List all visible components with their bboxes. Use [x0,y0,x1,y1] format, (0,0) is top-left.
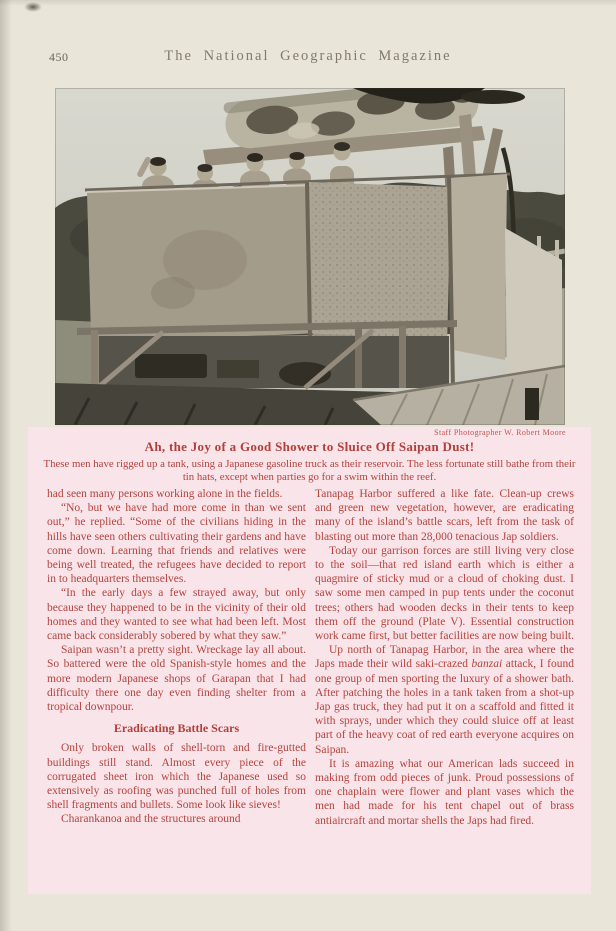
scan-smudge [24,2,42,12]
scan-edge-shadow-top [0,0,616,6]
scan-edge-shadow [0,0,12,931]
shower-photograph [55,88,565,425]
paragraph: It is amazing what our American lads succeed in making from odd pieces of junk. Proud possessions of one chaplain were flower and plant vases which the men had made for his tent chapel out of brass antiaircraft and mortar shells the Japs had fired. [315,757,574,827]
italic-term: banzai [471,658,503,671]
page-number: 450 [49,50,69,64]
article-panel [28,427,591,894]
caption-body: These men have rigged up a tank, using a Japanese gasoline truck as their reservoir. The less fortunate still bathe from their tin hats, except when parties go for a swim within the reef. [43,458,576,483]
paragraph-text: Up north of Tanapag Harbor, in the area where the Japs made their wild saki-crazed [315,644,574,671]
paragraph: Only broken walls of shell-torn and fire-gutted buildings still stand. Almost every piece of the corrugated sheet iron which the Japanese used so extensively as roofing was punched full of holes from shell fragments and bullets. Some look like sieves! [47,742,306,812]
paragraph-text: attack, I found one group of men sporting the luxury of a shower bath. After patching the holes in a tank taken from a shot-up Jap gas truck, they had put it on a scaffold and fitted it with sprays, under which they could sluice off at least part of the heavy coat of red earth everyone acquires on Saipan. [315,658,574,756]
paragraph: Today our garrison forces are still living very close to the soil—that red island earth which is either a quagmire of sticky mud or a cloud of choking dust. I saw some men camped in pup tents under the coconut trees; others had wooden decks in their tents to keep them off the ground (Plate V). Essential construction work came first, but better facilities are now being built. [315,544,574,643]
column-left [47,487,306,828]
caption-title: Ah, the Joy of a Good Shower to Sluice Off Saipan Dust! [144,439,475,454]
photo-illustration [55,88,565,425]
paragraph: “No, but we have had more come in than we sent out,” he replied. “Some of the civilians hiding in the hills have seen others cultivating their gardens and have come down. Learning that friends and relatives were being well treated, the refugees have decided to report in to headquarters themselves. [47,502,306,586]
paragraph: “In the early days a few strayed away, but only because they happened to be in the vicinity of their old homes and they wanted to see what had been left. Most came back considerably sobered by what they saw.” [47,587,306,643]
paragraph: Saipan wasn’t a pretty sight. Wreckage lay all about. So battered were the old Spanish-style homes and the more modern Japanese shops of Garapan that I had difficulty there one day even finding shelter from a tropical downpour. [47,644,306,714]
article-columns [47,487,574,828]
paragraph [315,643,574,757]
photo-credit: Staff Photographer W. Robert Moore [434,428,566,437]
paragraph: Charankanoa and the structures around [61,813,241,826]
section-heading: Eradicating Battle Scars [113,721,240,736]
magazine-title: The National Geographic Magazine [164,48,452,64]
paragraph: had seen many persons working alone in the fields. [47,488,283,500]
column-right [315,487,574,828]
paragraph: Tanapag Harbor suffered a like fate. Clean-up crews and green new vegetation, however, are eradicating many of the island’s battle scars, left from the task of blasting out more than 28,000 tenacious Jap soldiers. [315,488,574,543]
